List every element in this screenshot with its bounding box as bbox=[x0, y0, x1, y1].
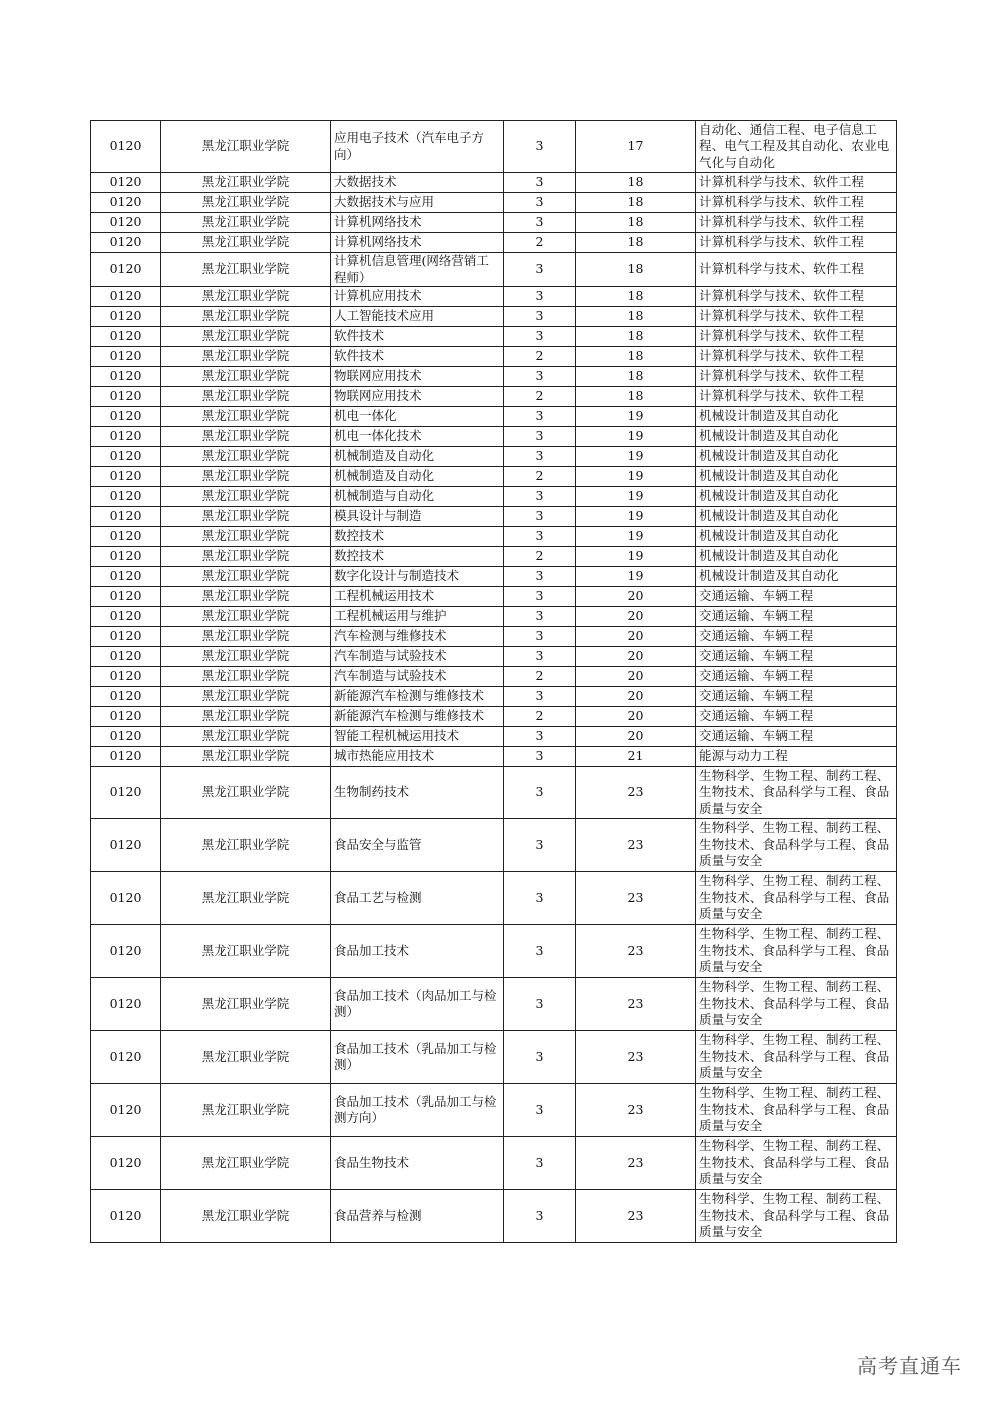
cell-code: 0120 bbox=[91, 367, 161, 387]
cell-category: 18 bbox=[576, 193, 696, 213]
cell-subjects: 交通运输、车辆工程 bbox=[696, 727, 897, 747]
cell-subjects: 生物科学、生物工程、制药工程、生物技术、食品科学与工程、食品质量与安全 bbox=[696, 1137, 897, 1190]
table-row bbox=[91, 567, 897, 587]
cell-code: 0120 bbox=[91, 1084, 161, 1137]
cell-category: 23 bbox=[576, 925, 696, 978]
cell-subjects: 机械设计制造及其自动化 bbox=[696, 527, 897, 547]
table-row bbox=[91, 213, 897, 233]
cell-code: 0120 bbox=[91, 173, 161, 193]
cell-school: 黑龙江职业学院 bbox=[161, 253, 331, 287]
cell-category: 19 bbox=[576, 467, 696, 487]
cell-subjects: 生物科学、生物工程、制药工程、生物技术、食品科学与工程、食品质量与安全 bbox=[696, 819, 897, 872]
cell-years: 2 bbox=[504, 667, 576, 687]
cell-major: 应用电子技术（汽车电子方向） bbox=[331, 121, 504, 173]
cell-years: 2 bbox=[504, 467, 576, 487]
table-row bbox=[91, 287, 897, 307]
cell-subjects: 机械设计制造及其自动化 bbox=[696, 547, 897, 567]
cell-category: 20 bbox=[576, 587, 696, 607]
cell-category: 23 bbox=[576, 1190, 696, 1243]
table-row bbox=[91, 667, 897, 687]
cell-years: 3 bbox=[504, 447, 576, 467]
table-row bbox=[91, 1084, 897, 1137]
cell-school: 黑龙江职业学院 bbox=[161, 547, 331, 567]
cell-code: 0120 bbox=[91, 193, 161, 213]
cell-school: 黑龙江职业学院 bbox=[161, 327, 331, 347]
cell-years: 3 bbox=[504, 727, 576, 747]
cell-school: 黑龙江职业学院 bbox=[161, 233, 331, 253]
cell-subjects: 计算机科学与技术、软件工程 bbox=[696, 193, 897, 213]
cell-years: 3 bbox=[504, 1137, 576, 1190]
cell-years: 3 bbox=[504, 193, 576, 213]
table-row bbox=[91, 387, 897, 407]
cell-school: 黑龙江职业学院 bbox=[161, 507, 331, 527]
cell-years: 3 bbox=[504, 872, 576, 925]
watermark-text: 高考直通车 bbox=[857, 1354, 962, 1378]
cell-school: 黑龙江职业学院 bbox=[161, 121, 331, 173]
cell-category: 23 bbox=[576, 872, 696, 925]
cell-years: 3 bbox=[504, 978, 576, 1031]
cell-code: 0120 bbox=[91, 607, 161, 627]
cell-code: 0120 bbox=[91, 819, 161, 872]
table-row bbox=[91, 647, 897, 667]
table-row bbox=[91, 507, 897, 527]
cell-code: 0120 bbox=[91, 327, 161, 347]
cell-subjects: 计算机科学与技术、软件工程 bbox=[696, 347, 897, 367]
cell-subjects: 生物科学、生物工程、制药工程、生物技术、食品科学与工程、食品质量与安全 bbox=[696, 978, 897, 1031]
cell-major: 人工智能技术应用 bbox=[331, 307, 504, 327]
cell-code: 0120 bbox=[91, 587, 161, 607]
table-row bbox=[91, 1031, 897, 1084]
cell-major: 食品营养与检测 bbox=[331, 1190, 504, 1243]
cell-years: 2 bbox=[504, 347, 576, 367]
cell-code: 0120 bbox=[91, 427, 161, 447]
cell-code: 0120 bbox=[91, 507, 161, 527]
cell-school: 黑龙江职业学院 bbox=[161, 707, 331, 727]
cell-major: 工程机械运用与维护 bbox=[331, 607, 504, 627]
cell-years: 3 bbox=[504, 627, 576, 647]
cell-school: 黑龙江职业学院 bbox=[161, 567, 331, 587]
cell-major: 机械制造及自动化 bbox=[331, 447, 504, 467]
cell-major: 食品加工技术（肉品加工与检测） bbox=[331, 978, 504, 1031]
cell-school: 黑龙江职业学院 bbox=[161, 427, 331, 447]
cell-major: 物联网应用技术 bbox=[331, 387, 504, 407]
cell-years: 2 bbox=[504, 233, 576, 253]
cell-years: 3 bbox=[504, 687, 576, 707]
table-body bbox=[91, 121, 897, 1243]
cell-years: 2 bbox=[504, 547, 576, 567]
cell-category: 20 bbox=[576, 687, 696, 707]
cell-subjects: 交通运输、车辆工程 bbox=[696, 607, 897, 627]
cell-code: 0120 bbox=[91, 213, 161, 233]
cell-code: 0120 bbox=[91, 667, 161, 687]
cell-code: 0120 bbox=[91, 1190, 161, 1243]
cell-code: 0120 bbox=[91, 487, 161, 507]
cell-subjects: 交通运输、车辆工程 bbox=[696, 647, 897, 667]
table-row bbox=[91, 447, 897, 467]
cell-school: 黑龙江职业学院 bbox=[161, 467, 331, 487]
cell-school: 黑龙江职业学院 bbox=[161, 925, 331, 978]
cell-subjects: 计算机科学与技术、软件工程 bbox=[696, 233, 897, 253]
cell-school: 黑龙江职业学院 bbox=[161, 347, 331, 367]
cell-school: 黑龙江职业学院 bbox=[161, 1031, 331, 1084]
admissions-table-sheet bbox=[90, 120, 896, 1243]
cell-school: 黑龙江职业学院 bbox=[161, 1084, 331, 1137]
cell-category: 18 bbox=[576, 253, 696, 287]
cell-years: 3 bbox=[504, 487, 576, 507]
cell-years: 3 bbox=[504, 367, 576, 387]
cell-school: 黑龙江职业学院 bbox=[161, 307, 331, 327]
cell-category: 18 bbox=[576, 307, 696, 327]
cell-school: 黑龙江职业学院 bbox=[161, 687, 331, 707]
cell-school: 黑龙江职业学院 bbox=[161, 627, 331, 647]
cell-code: 0120 bbox=[91, 547, 161, 567]
cell-school: 黑龙江职业学院 bbox=[161, 727, 331, 747]
cell-major: 汽车制造与试验技术 bbox=[331, 667, 504, 687]
cell-code: 0120 bbox=[91, 307, 161, 327]
cell-school: 黑龙江职业学院 bbox=[161, 407, 331, 427]
cell-years: 3 bbox=[504, 327, 576, 347]
table-row bbox=[91, 819, 897, 872]
cell-category: 23 bbox=[576, 1084, 696, 1137]
cell-school: 黑龙江职业学院 bbox=[161, 287, 331, 307]
cell-major: 食品加工技术（乳品加工与检测方向） bbox=[331, 1084, 504, 1137]
cell-category: 17 bbox=[576, 121, 696, 173]
cell-subjects: 计算机科学与技术、软件工程 bbox=[696, 287, 897, 307]
cell-subjects: 生物科学、生物工程、制药工程、生物技术、食品科学与工程、食品质量与安全 bbox=[696, 1031, 897, 1084]
cell-subjects: 机械设计制造及其自动化 bbox=[696, 507, 897, 527]
table-row bbox=[91, 487, 897, 507]
cell-code: 0120 bbox=[91, 567, 161, 587]
cell-category: 19 bbox=[576, 487, 696, 507]
cell-major: 大数据技术与应用 bbox=[331, 193, 504, 213]
cell-code: 0120 bbox=[91, 925, 161, 978]
cell-major: 大数据技术 bbox=[331, 173, 504, 193]
cell-major: 机电一体化 bbox=[331, 407, 504, 427]
cell-code: 0120 bbox=[91, 747, 161, 767]
cell-subjects: 生物科学、生物工程、制药工程、生物技术、食品科学与工程、食品质量与安全 bbox=[696, 872, 897, 925]
table-row bbox=[91, 427, 897, 447]
cell-subjects: 计算机科学与技术、软件工程 bbox=[696, 253, 897, 287]
table-row bbox=[91, 747, 897, 767]
cell-years: 3 bbox=[504, 527, 576, 547]
cell-subjects: 机械设计制造及其自动化 bbox=[696, 407, 897, 427]
cell-years: 3 bbox=[504, 407, 576, 427]
cell-years: 3 bbox=[504, 307, 576, 327]
cell-subjects: 机械设计制造及其自动化 bbox=[696, 487, 897, 507]
cell-subjects: 交通运输、车辆工程 bbox=[696, 707, 897, 727]
cell-category: 21 bbox=[576, 747, 696, 767]
cell-subjects: 生物科学、生物工程、制药工程、生物技术、食品科学与工程、食品质量与安全 bbox=[696, 767, 897, 819]
cell-subjects: 生物科学、生物工程、制药工程、生物技术、食品科学与工程、食品质量与安全 bbox=[696, 1084, 897, 1137]
cell-school: 黑龙江职业学院 bbox=[161, 819, 331, 872]
cell-category: 20 bbox=[576, 647, 696, 667]
cell-category: 23 bbox=[576, 819, 696, 872]
cell-category: 19 bbox=[576, 407, 696, 427]
cell-major: 食品加工技术 bbox=[331, 925, 504, 978]
cell-years: 3 bbox=[504, 607, 576, 627]
table-row bbox=[91, 607, 897, 627]
cell-subjects: 计算机科学与技术、软件工程 bbox=[696, 387, 897, 407]
cell-category: 23 bbox=[576, 1031, 696, 1084]
cell-code: 0120 bbox=[91, 707, 161, 727]
cell-subjects: 自动化、通信工程、电子信息工程、电气工程及其自动化、农业电气化与自动化 bbox=[696, 121, 897, 173]
cell-major: 机械制造与自动化 bbox=[331, 487, 504, 507]
cell-major: 城市热能应用技术 bbox=[331, 747, 504, 767]
cell-years: 2 bbox=[504, 387, 576, 407]
table-row bbox=[91, 687, 897, 707]
cell-subjects: 计算机科学与技术、软件工程 bbox=[696, 327, 897, 347]
cell-major: 软件技术 bbox=[331, 347, 504, 367]
cell-category: 20 bbox=[576, 607, 696, 627]
cell-subjects: 能源与动力工程 bbox=[696, 747, 897, 767]
cell-category: 20 bbox=[576, 667, 696, 687]
cell-major: 数控技术 bbox=[331, 527, 504, 547]
cell-subjects: 机械设计制造及其自动化 bbox=[696, 567, 897, 587]
table-row bbox=[91, 547, 897, 567]
cell-major: 软件技术 bbox=[331, 327, 504, 347]
cell-school: 黑龙江职业学院 bbox=[161, 1190, 331, 1243]
cell-years: 3 bbox=[504, 253, 576, 287]
cell-category: 19 bbox=[576, 507, 696, 527]
cell-major: 计算机网络技术 bbox=[331, 213, 504, 233]
cell-school: 黑龙江职业学院 bbox=[161, 487, 331, 507]
cell-code: 0120 bbox=[91, 347, 161, 367]
cell-years: 3 bbox=[504, 427, 576, 447]
cell-code: 0120 bbox=[91, 1031, 161, 1084]
cell-category: 23 bbox=[576, 978, 696, 1031]
cell-code: 0120 bbox=[91, 253, 161, 287]
cell-major: 食品生物技术 bbox=[331, 1137, 504, 1190]
cell-major: 食品加工技术（乳品加工与检测） bbox=[331, 1031, 504, 1084]
cell-major: 新能源汽车检测与维修技术 bbox=[331, 707, 504, 727]
cell-school: 黑龙江职业学院 bbox=[161, 173, 331, 193]
cell-major: 汽车制造与试验技术 bbox=[331, 647, 504, 667]
cell-major: 新能源汽车检测与维修技术 bbox=[331, 687, 504, 707]
cell-category: 19 bbox=[576, 527, 696, 547]
cell-category: 19 bbox=[576, 547, 696, 567]
cell-major: 汽车检测与维修技术 bbox=[331, 627, 504, 647]
cell-years: 3 bbox=[504, 819, 576, 872]
cell-category: 18 bbox=[576, 367, 696, 387]
table-row bbox=[91, 978, 897, 1031]
table-row bbox=[91, 1137, 897, 1190]
cell-subjects: 交通运输、车辆工程 bbox=[696, 667, 897, 687]
cell-major: 机电一体化技术 bbox=[331, 427, 504, 447]
cell-subjects: 交通运输、车辆工程 bbox=[696, 627, 897, 647]
cell-years: 3 bbox=[504, 287, 576, 307]
cell-code: 0120 bbox=[91, 407, 161, 427]
cell-major: 物联网应用技术 bbox=[331, 367, 504, 387]
cell-major: 工程机械运用技术 bbox=[331, 587, 504, 607]
cell-major: 模具设计与制造 bbox=[331, 507, 504, 527]
cell-category: 18 bbox=[576, 213, 696, 233]
cell-code: 0120 bbox=[91, 1137, 161, 1190]
cell-code: 0120 bbox=[91, 647, 161, 667]
cell-years: 3 bbox=[504, 587, 576, 607]
cell-major: 食品工艺与检测 bbox=[331, 872, 504, 925]
cell-school: 黑龙江职业学院 bbox=[161, 978, 331, 1031]
cell-years: 3 bbox=[504, 213, 576, 233]
cell-subjects: 交通运输、车辆工程 bbox=[696, 587, 897, 607]
cell-school: 黑龙江职业学院 bbox=[161, 213, 331, 233]
table-row bbox=[91, 193, 897, 213]
cell-code: 0120 bbox=[91, 387, 161, 407]
cell-major: 计算机信息管理(网络营销工程师） bbox=[331, 253, 504, 287]
cell-subjects: 计算机科学与技术、软件工程 bbox=[696, 307, 897, 327]
cell-subjects: 交通运输、车辆工程 bbox=[696, 687, 897, 707]
cell-years: 2 bbox=[504, 707, 576, 727]
cell-code: 0120 bbox=[91, 767, 161, 819]
table-row bbox=[91, 121, 897, 173]
cell-school: 黑龙江职业学院 bbox=[161, 367, 331, 387]
cell-category: 18 bbox=[576, 233, 696, 253]
cell-major: 数控技术 bbox=[331, 547, 504, 567]
cell-years: 3 bbox=[504, 767, 576, 819]
cell-code: 0120 bbox=[91, 687, 161, 707]
table-row bbox=[91, 1190, 897, 1243]
cell-category: 18 bbox=[576, 327, 696, 347]
cell-code: 0120 bbox=[91, 872, 161, 925]
table-row bbox=[91, 407, 897, 427]
cell-category: 18 bbox=[576, 347, 696, 367]
cell-subjects: 机械设计制造及其自动化 bbox=[696, 427, 897, 447]
table-row bbox=[91, 727, 897, 747]
cell-school: 黑龙江职业学院 bbox=[161, 527, 331, 547]
cell-school: 黑龙江职业学院 bbox=[161, 387, 331, 407]
table-row bbox=[91, 527, 897, 547]
cell-school: 黑龙江职业学院 bbox=[161, 1137, 331, 1190]
cell-years: 3 bbox=[504, 747, 576, 767]
cell-code: 0120 bbox=[91, 287, 161, 307]
cell-school: 黑龙江职业学院 bbox=[161, 447, 331, 467]
table-row bbox=[91, 872, 897, 925]
cell-code: 0120 bbox=[91, 233, 161, 253]
table-row bbox=[91, 307, 897, 327]
cell-major: 生物制药技术 bbox=[331, 767, 504, 819]
cell-category: 18 bbox=[576, 287, 696, 307]
cell-school: 黑龙江职业学院 bbox=[161, 767, 331, 819]
cell-years: 3 bbox=[504, 647, 576, 667]
cell-years: 3 bbox=[504, 507, 576, 527]
cell-subjects: 计算机科学与技术、软件工程 bbox=[696, 213, 897, 233]
cell-code: 0120 bbox=[91, 467, 161, 487]
cell-category: 20 bbox=[576, 707, 696, 727]
cell-category: 19 bbox=[576, 427, 696, 447]
cell-major: 智能工程机械运用技术 bbox=[331, 727, 504, 747]
cell-school: 黑龙江职业学院 bbox=[161, 607, 331, 627]
table-row bbox=[91, 347, 897, 367]
cell-category: 23 bbox=[576, 767, 696, 819]
cell-subjects: 生物科学、生物工程、制药工程、生物技术、食品科学与工程、食品质量与安全 bbox=[696, 1190, 897, 1243]
cell-years: 3 bbox=[504, 1190, 576, 1243]
table-row bbox=[91, 767, 897, 819]
cell-major: 食品安全与监管 bbox=[331, 819, 504, 872]
cell-school: 黑龙江职业学院 bbox=[161, 747, 331, 767]
cell-major: 计算机应用技术 bbox=[331, 287, 504, 307]
cell-school: 黑龙江职业学院 bbox=[161, 872, 331, 925]
cell-subjects: 生物科学、生物工程、制药工程、生物技术、食品科学与工程、食品质量与安全 bbox=[696, 925, 897, 978]
cell-code: 0120 bbox=[91, 527, 161, 547]
cell-major: 计算机网络技术 bbox=[331, 233, 504, 253]
cell-code: 0120 bbox=[91, 627, 161, 647]
cell-code: 0120 bbox=[91, 447, 161, 467]
cell-code: 0120 bbox=[91, 121, 161, 173]
table-row bbox=[91, 253, 897, 287]
table-row bbox=[91, 925, 897, 978]
table-row bbox=[91, 327, 897, 347]
cell-years: 3 bbox=[504, 173, 576, 193]
cell-years: 3 bbox=[504, 925, 576, 978]
cell-category: 19 bbox=[576, 447, 696, 467]
cell-subjects: 计算机科学与技术、软件工程 bbox=[696, 173, 897, 193]
table-row bbox=[91, 627, 897, 647]
cell-school: 黑龙江职业学院 bbox=[161, 667, 331, 687]
cell-school: 黑龙江职业学院 bbox=[161, 647, 331, 667]
cell-category: 18 bbox=[576, 173, 696, 193]
cell-school: 黑龙江职业学院 bbox=[161, 587, 331, 607]
cell-school: 黑龙江职业学院 bbox=[161, 193, 331, 213]
cell-category: 18 bbox=[576, 387, 696, 407]
table-row bbox=[91, 367, 897, 387]
admissions-table bbox=[90, 120, 897, 1243]
cell-years: 3 bbox=[504, 1031, 576, 1084]
cell-years: 3 bbox=[504, 567, 576, 587]
table-row bbox=[91, 233, 897, 253]
cell-category: 19 bbox=[576, 567, 696, 587]
cell-subjects: 计算机科学与技术、软件工程 bbox=[696, 367, 897, 387]
table-row bbox=[91, 587, 897, 607]
cell-subjects: 机械设计制造及其自动化 bbox=[696, 447, 897, 467]
table-row bbox=[91, 173, 897, 193]
table-row bbox=[91, 707, 897, 727]
cell-subjects: 机械设计制造及其自动化 bbox=[696, 467, 897, 487]
cell-major: 机械制造及自动化 bbox=[331, 467, 504, 487]
cell-category: 20 bbox=[576, 627, 696, 647]
cell-years: 3 bbox=[504, 121, 576, 173]
cell-major: 数字化设计与制造技术 bbox=[331, 567, 504, 587]
cell-category: 23 bbox=[576, 1137, 696, 1190]
table-row bbox=[91, 467, 897, 487]
cell-code: 0120 bbox=[91, 727, 161, 747]
cell-category: 20 bbox=[576, 727, 696, 747]
cell-years: 3 bbox=[504, 1084, 576, 1137]
cell-code: 0120 bbox=[91, 978, 161, 1031]
